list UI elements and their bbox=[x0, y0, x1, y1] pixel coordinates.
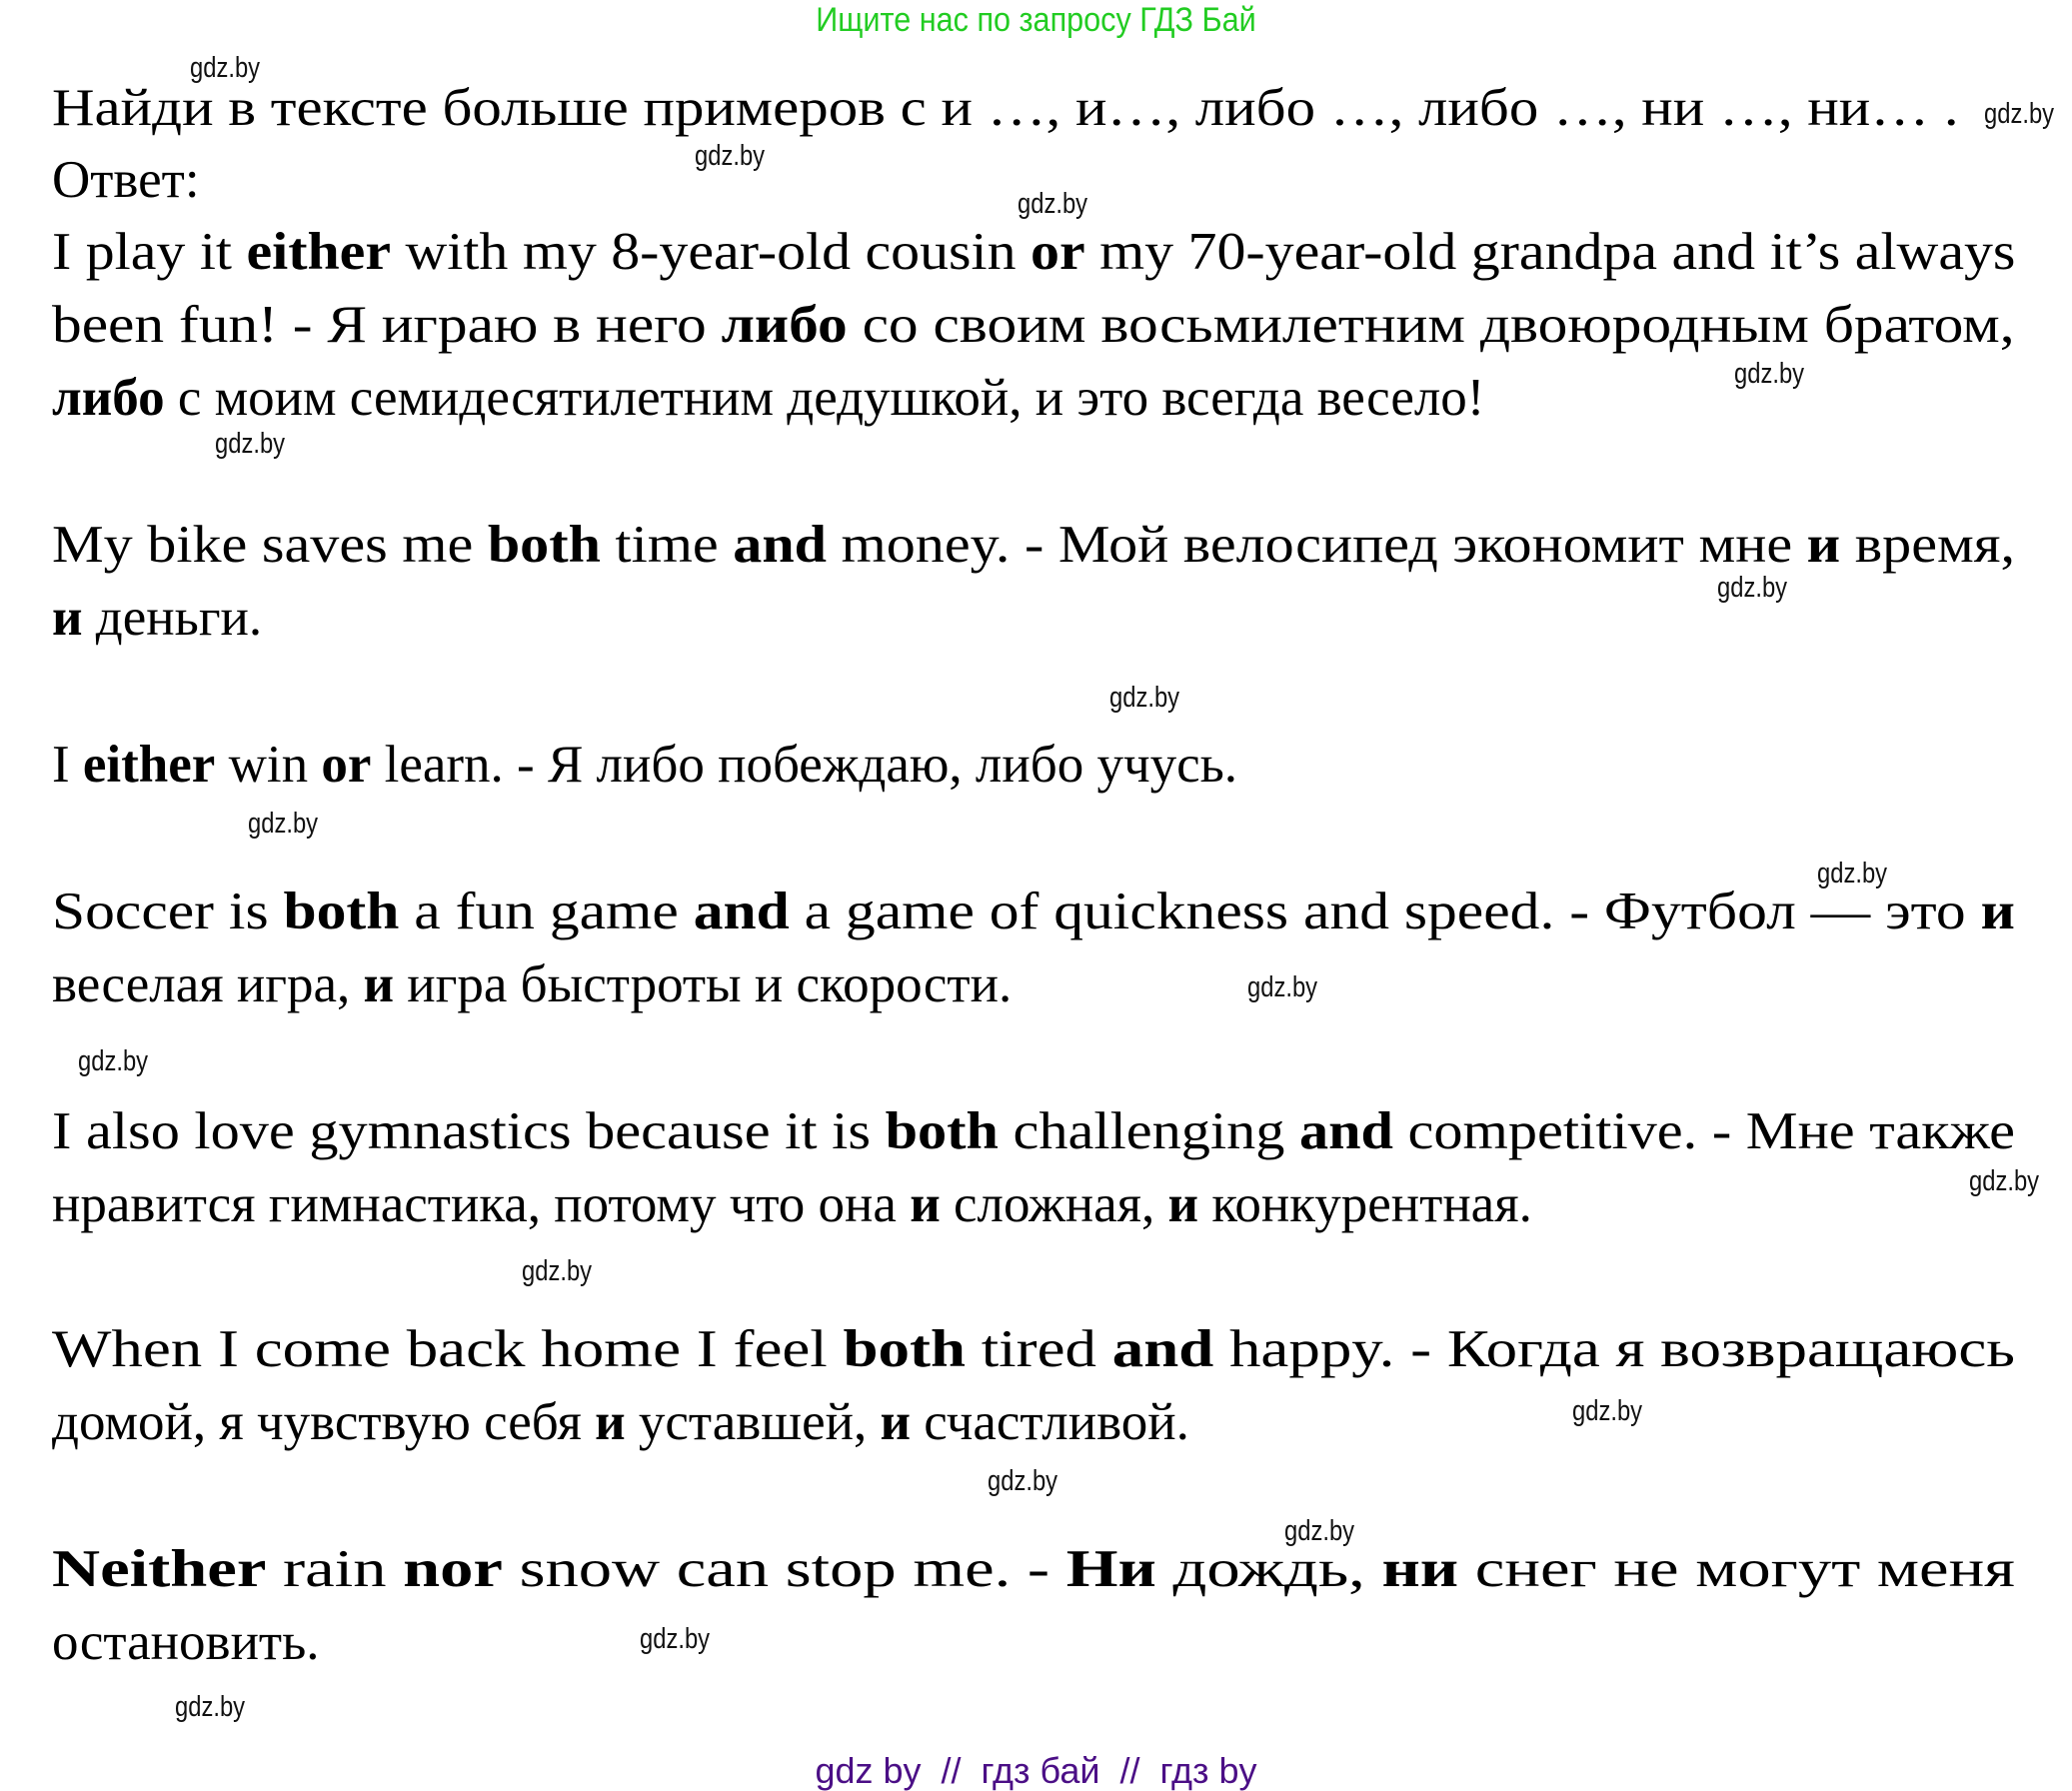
watermark-text: gdz.by bbox=[1969, 1165, 2040, 1197]
example-7-line-1 bbox=[52, 1539, 2015, 1599]
keyword: Ни bbox=[1065, 1540, 1156, 1598]
keyword: both bbox=[487, 516, 601, 574]
text-run: rain bbox=[266, 1540, 404, 1598]
watermark-text: gdz.by bbox=[1817, 858, 1888, 890]
keyword: и bbox=[1167, 1175, 1199, 1233]
text-run: I bbox=[52, 736, 83, 794]
keyword: либо bbox=[52, 369, 165, 427]
example-6-line-1 bbox=[52, 1319, 2015, 1379]
watermark-text: gdz.by bbox=[1572, 1395, 1643, 1427]
text-run: нравится гимнастика, потому что она bbox=[52, 1175, 911, 1233]
keyword: и bbox=[52, 589, 83, 647]
example-2-line-1 bbox=[52, 515, 2015, 575]
watermark-text: gdz.by bbox=[1717, 572, 1788, 604]
watermark-text: gdz.by bbox=[1109, 682, 1180, 714]
text-run: счастливой. bbox=[911, 1393, 1189, 1451]
text-run: a game of quickness and speed. - Футбол — это bbox=[789, 883, 1981, 940]
keyword: and bbox=[693, 883, 790, 940]
text-run: snow can stop me. - bbox=[502, 1540, 1066, 1598]
keyword: nor bbox=[403, 1540, 503, 1598]
example-1-line-2 bbox=[52, 295, 2015, 355]
text-run: домой, я чувствую себя bbox=[52, 1393, 596, 1451]
example-5-line-1 bbox=[52, 1101, 2015, 1161]
keyword: и bbox=[1980, 883, 2015, 940]
text-run: time bbox=[600, 516, 734, 574]
watermark-text: gdz.by bbox=[988, 1465, 1058, 1497]
watermark-text: gdz.by bbox=[1734, 358, 1805, 390]
text-run: время, bbox=[1840, 516, 2016, 574]
keyword: and bbox=[1298, 1102, 1393, 1160]
keyword: и bbox=[595, 1393, 626, 1451]
text-run: сложная, bbox=[940, 1175, 1168, 1233]
task-prompt: Найди в тексте больше примеров с и …, и…, либо …, либо …, ни …, ни… . bbox=[52, 79, 1959, 137]
keyword: ни bbox=[1381, 1540, 1459, 1598]
text-run: a fun game bbox=[399, 883, 694, 940]
watermark-text: gdz.by bbox=[1018, 188, 1088, 220]
watermark-text: gdz.by bbox=[1984, 98, 2055, 130]
watermark-text: gdz.by bbox=[190, 52, 261, 84]
text-run: снег не могут меня bbox=[1458, 1540, 2015, 1598]
keyword: и bbox=[363, 955, 395, 1013]
example-6-line-2 bbox=[52, 1392, 1189, 1452]
text-run: I also love gymnastics because it is bbox=[52, 1102, 886, 1160]
text-run: happy. - Когда я возвращаюсь bbox=[1213, 1320, 2015, 1378]
text-run: been fun! - Я играю в него bbox=[52, 296, 722, 354]
keyword: or bbox=[321, 736, 372, 794]
example-1-line-1 bbox=[52, 222, 2015, 282]
example-7-line-2 bbox=[52, 1612, 320, 1672]
keyword: both bbox=[885, 1102, 999, 1160]
text-run: игра быстроты и скорости. bbox=[394, 955, 1013, 1013]
watermark-text: gdz.by bbox=[248, 808, 319, 840]
keyword: both bbox=[283, 883, 400, 940]
text-run: competitive. - Мне также bbox=[1392, 1102, 2015, 1160]
keyword: and bbox=[1111, 1320, 1214, 1378]
text-run: with my 8-year-old cousin bbox=[391, 223, 1032, 281]
text-run: challenging bbox=[998, 1102, 1299, 1160]
keyword: either bbox=[82, 736, 216, 794]
keyword: и bbox=[910, 1175, 941, 1233]
watermark-text: gdz.by bbox=[78, 1045, 149, 1077]
text-run: с моим семидесятилетним дедушкой, и это всегда весело! bbox=[164, 369, 1485, 427]
watermark-text: gdz.by bbox=[640, 1623, 711, 1655]
text-run: my 70-year-old grandpa and it’s always bbox=[1084, 223, 2016, 281]
text-run: деньги. bbox=[82, 589, 263, 647]
keyword: либо bbox=[721, 296, 848, 354]
text-run: конкурентная. bbox=[1198, 1175, 1532, 1233]
keyword: and bbox=[733, 516, 827, 574]
text-run: I play it bbox=[52, 223, 247, 281]
text-run: остановить. bbox=[52, 1613, 320, 1671]
text-run: веселая игра, bbox=[52, 955, 364, 1013]
example-2-line-2 bbox=[52, 588, 262, 648]
text-run: When I come back home I feel bbox=[52, 1320, 844, 1378]
example-1-line-3 bbox=[52, 368, 1484, 428]
example-4-line-1 bbox=[52, 882, 2015, 941]
keyword: either bbox=[246, 223, 392, 281]
keyword: Neither bbox=[52, 1540, 267, 1598]
keyword: и bbox=[1806, 516, 1841, 574]
text-run: My bike saves me bbox=[52, 516, 488, 574]
watermark-text: gdz.by bbox=[215, 428, 286, 460]
text-run: уставшей, bbox=[625, 1393, 881, 1451]
text-run: win bbox=[215, 736, 322, 794]
keyword: both bbox=[843, 1320, 966, 1378]
watermark-text: gdz.by bbox=[1247, 971, 1318, 1003]
search-hint-banner: Ищите нас по запросу ГДЗ Бай bbox=[816, 1, 1256, 39]
keyword: or bbox=[1031, 223, 1085, 281]
text-run: Soccer is bbox=[52, 883, 284, 940]
example-5-line-2 bbox=[52, 1174, 1532, 1234]
example-3-line-1 bbox=[52, 735, 1237, 795]
watermark-text: gdz.by bbox=[175, 1691, 246, 1723]
footer-brand-links: gdz by // гдз бай // гдз by bbox=[815, 1750, 1257, 1791]
text-run: money. - Мой велосипед экономит мне bbox=[826, 516, 1807, 574]
text-run: learn. - Я либо побеждаю, либо учусь. bbox=[371, 736, 1238, 794]
text-run: дождь, bbox=[1155, 1540, 1382, 1598]
keyword: и bbox=[880, 1393, 912, 1451]
text-run: со своим восьмилетним двоюродным братом, bbox=[847, 296, 2015, 354]
watermark-text: gdz.by bbox=[522, 1255, 593, 1287]
example-4-line-2 bbox=[52, 954, 1012, 1014]
watermark-text: gdz.by bbox=[695, 140, 766, 172]
watermark-text: gdz.by bbox=[1284, 1515, 1355, 1547]
text-run: tired bbox=[965, 1320, 1112, 1378]
answer-label: Ответ: bbox=[52, 151, 200, 209]
